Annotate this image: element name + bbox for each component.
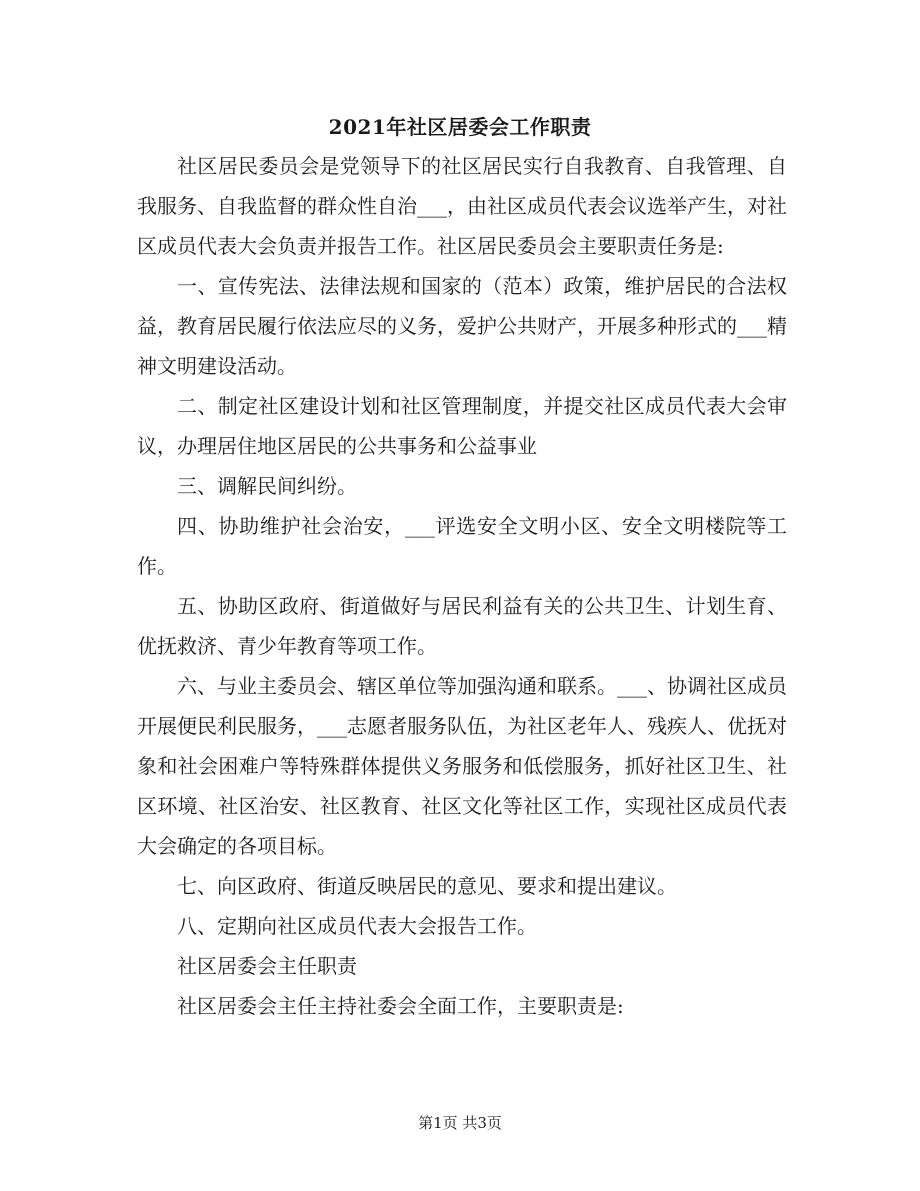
document-title: 2021年社区居委会工作职责	[328, 115, 592, 139]
paragraph-duty-8: 八、定期向社区成员代表大会报告工作。	[177, 914, 537, 938]
paragraph-duty-7: 七、向区政府、街道反映居民的意见、要求和提出建议。	[177, 874, 677, 898]
paragraph-director-intro: 社区居委会主任主持社委会全面工作，主要职责是:	[177, 994, 624, 1018]
paragraph-intro: 社区居民委员会是党领导下的社区居民实行自我教育、自我管理、自我服务、自我监督的群众性自治___，由社区成员代表会议选举产生，对社区成员代表大会负责并报告工作。社区居民委员会主要职责任务是:	[137, 154, 787, 258]
paragraph-duty-6: 六、与业主委员会、辖区单位等加强沟通和联系。___、协调社区成员开展便民利民服务，___志愿者服务队伍，为社区老年人、残疾人、优抚对象和社会困难户等特殊群体提供义务服务和低偿服务，抓好社区卫生、社区环境、社区治安、社区教育、社区文化等社区工作，实现社区成员代表大会确定的各项目标。	[137, 674, 787, 858]
paragraph-duty-5: 五、协助区政府、街道做好与居民利益有关的公共卫生、计划生育、优抚救济、青少年教育等项工作。	[137, 594, 787, 658]
paragraph-duty-1: 一、宣传宪法、法律法规和国家的（范本）政策，维护居民的合法权益，教育居民履行依法应尽的义务，爱护公共财产，开展多种形式的___精神文明建设活动。	[137, 274, 787, 378]
section-heading-director-duties: 社区居委会主任职责	[177, 954, 357, 978]
paragraph-duty-4: 四、协助维护社会治安，___评选安全文明小区、安全文明楼院等工作。	[137, 514, 787, 578]
document-body	[137, 146, 787, 1026]
paragraph-duty-3: 三、调解民间纠纷。	[177, 474, 357, 498]
paragraph-duty-2: 二、制定社区建设计划和社区管理制度，并提交社区成员代表大会审议，办理居住地区居民的公共事务和公益事业	[137, 394, 787, 458]
page-number-footer: 第1页 共3页	[418, 1114, 502, 1132]
